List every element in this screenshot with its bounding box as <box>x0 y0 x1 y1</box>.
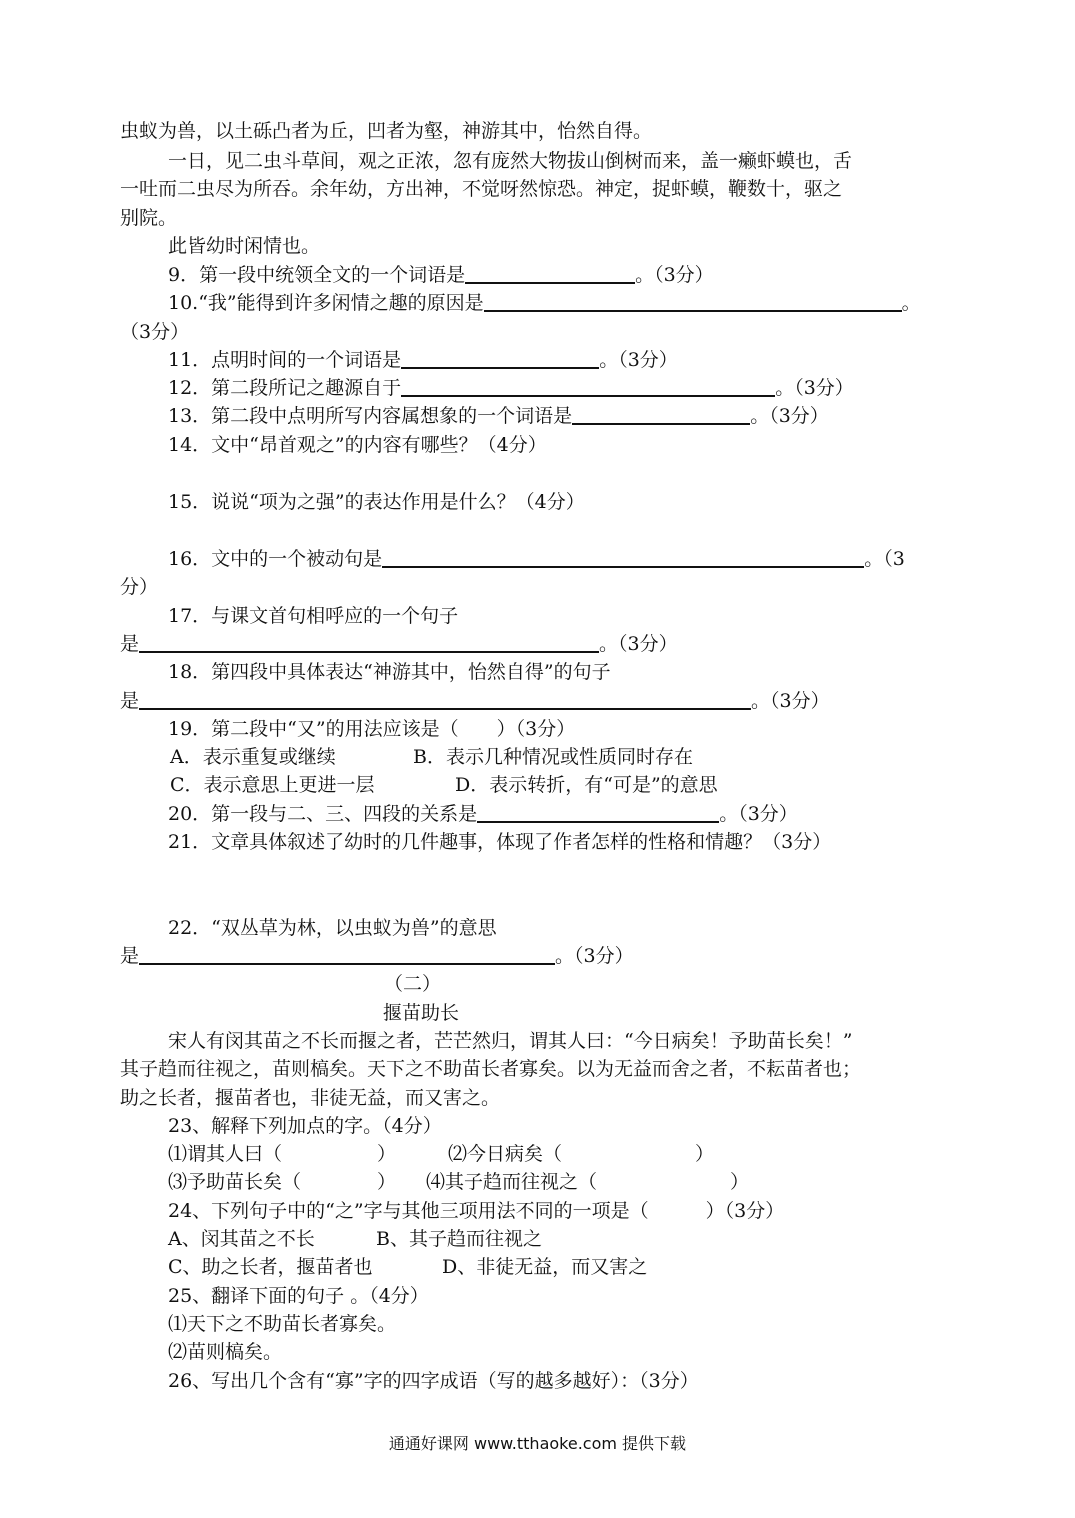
section-title: 揠苗助长 <box>383 1002 460 1024</box>
question-11: 11．点明时间的一个词语是 。（3分） <box>168 349 678 371</box>
question-18-answer: 是 。（3分） <box>120 690 830 712</box>
question-16: 16．文中的一个被动句是 。（3 <box>168 548 905 570</box>
answer-blank[interactable] <box>139 631 599 653</box>
question-12: 12．第二段所记之趣源自于 。（3分） <box>168 377 854 399</box>
question-23: 23、解释下列加点的字。（4分） <box>168 1115 442 1137</box>
question-21: 21．文章具体叙述了幼时的几件趣事，体现了作者怎样的性格和情趣？（3分） <box>168 831 832 853</box>
option-a: A．表示重复或继续 <box>170 746 336 768</box>
question-26: 26、写出几个含有“寡”字的四字成语（写的越多越好）：（3分） <box>168 1370 699 1392</box>
question-10: 10.“我”能得到许多闲情之趣的原因是 。 <box>168 292 921 314</box>
option-c: C．表示意思上更进一层 <box>170 774 375 796</box>
passage-line: 别院。 <box>120 207 178 229</box>
question-24: 24、下列句子中的“之”字与其他三项用法不同的一项是（ ）（3分） <box>168 1200 785 1222</box>
answer-blank[interactable] <box>572 403 750 425</box>
section-number: （二） <box>384 973 442 995</box>
question-23-item: ⑴谓其人曰（ ） <box>168 1143 397 1165</box>
option-d: D、非徒无益，而又害之 <box>442 1256 648 1278</box>
question-15: 15．说说“项为之强”的表达作用是什么？（4分） <box>168 491 585 513</box>
passage-line: 一吐而二虫尽为所吞。余年幼，方出神，不觉呀然惊恐。神定，捉虾蟆，鞭数十，驱之 <box>120 178 843 200</box>
answer-blank[interactable] <box>382 546 864 568</box>
question-23-item: ⑶予助苗长矣（ ） <box>168 1171 397 1193</box>
question-14: 14．文中“昂首观之”的内容有哪些？（4分） <box>168 434 547 456</box>
question-23-item: ⑵今日病矣（ ） <box>448 1143 715 1165</box>
passage-line: 其子趋而往视之，苗则槁矣。天下之不助苗长者寡矣。以为无益而舍之者，不耘苗者也； <box>120 1058 862 1080</box>
question-22: 22．“双丛草为林，以虫蚁为兽”的意思 <box>168 917 497 939</box>
question-25: 25、翻译下面的句子 。（4分） <box>168 1285 429 1307</box>
answer-blank[interactable] <box>465 262 635 284</box>
answer-blank[interactable] <box>484 290 902 312</box>
question-16-score: 分） <box>120 576 159 598</box>
page-footer: 通通好课网 www.tthaoke.com 提供下载 <box>388 1434 687 1453</box>
passage-line: 虫蚁为兽，以土砾凸者为丘，凹者为壑，神游其中，怡然自得。 <box>120 120 653 142</box>
question-17-answer: 是 。（3分） <box>120 633 678 655</box>
question-25-item: ⑴天下之不助苗长者寡矣。 <box>168 1313 397 1335</box>
passage-line: 一日，见二虫斗草间，观之正浓，忽有庞然大物拔山倒树而来，盖一癞虾蟆也，舌 <box>168 150 853 172</box>
question-9: 9．第一段中统领全文的一个词语是 。（3分） <box>168 264 714 286</box>
question-22-answer: 是 。（3分） <box>120 945 634 967</box>
passage-line: 助之长者，揠苗者也，非徒无益，而又害之。 <box>120 1087 501 1109</box>
question-17: 17．与课文首句相呼应的一个句子 <box>168 605 459 627</box>
question-10-score: （3分） <box>120 321 190 343</box>
answer-blank[interactable] <box>401 347 599 369</box>
question-25-item: ⑵苗则槁矣。 <box>168 1341 283 1363</box>
option-d: D．表示转折，有“可是”的意思 <box>455 774 718 796</box>
question-19: 19．第二段中“又”的用法应该是（ ）（3分） <box>168 718 576 740</box>
option-a: A、闵其苗之不长 <box>168 1228 315 1250</box>
answer-blank[interactable] <box>477 801 719 823</box>
option-b: B、其子趋而往视之 <box>376 1228 542 1250</box>
question-20: 20．第一段与二、三、四段的关系是 。（3分） <box>168 803 798 825</box>
answer-blank[interactable] <box>139 943 555 965</box>
passage-line: 此皆幼时闲情也。 <box>168 235 321 257</box>
question-23-item: ⑷其子趋而往视之（ ） <box>426 1171 750 1193</box>
answer-blank[interactable] <box>139 688 751 710</box>
question-18: 18．第四段中具体表达“神游其中，怡然自得”的句子 <box>168 661 611 683</box>
passage-line: 宋人有闵其苗之不长而揠之者，芒芒然归，谓其人曰：“今日病矣！予助苗长矣！” <box>168 1030 853 1052</box>
option-b: B．表示几种情况或性质同时存在 <box>413 746 693 768</box>
option-c: C、助之长者，揠苗者也 <box>168 1256 373 1278</box>
question-13: 13．第二段中点明所写内容属想象的一个词语是 。（3分） <box>168 405 829 427</box>
answer-blank[interactable] <box>401 375 775 397</box>
